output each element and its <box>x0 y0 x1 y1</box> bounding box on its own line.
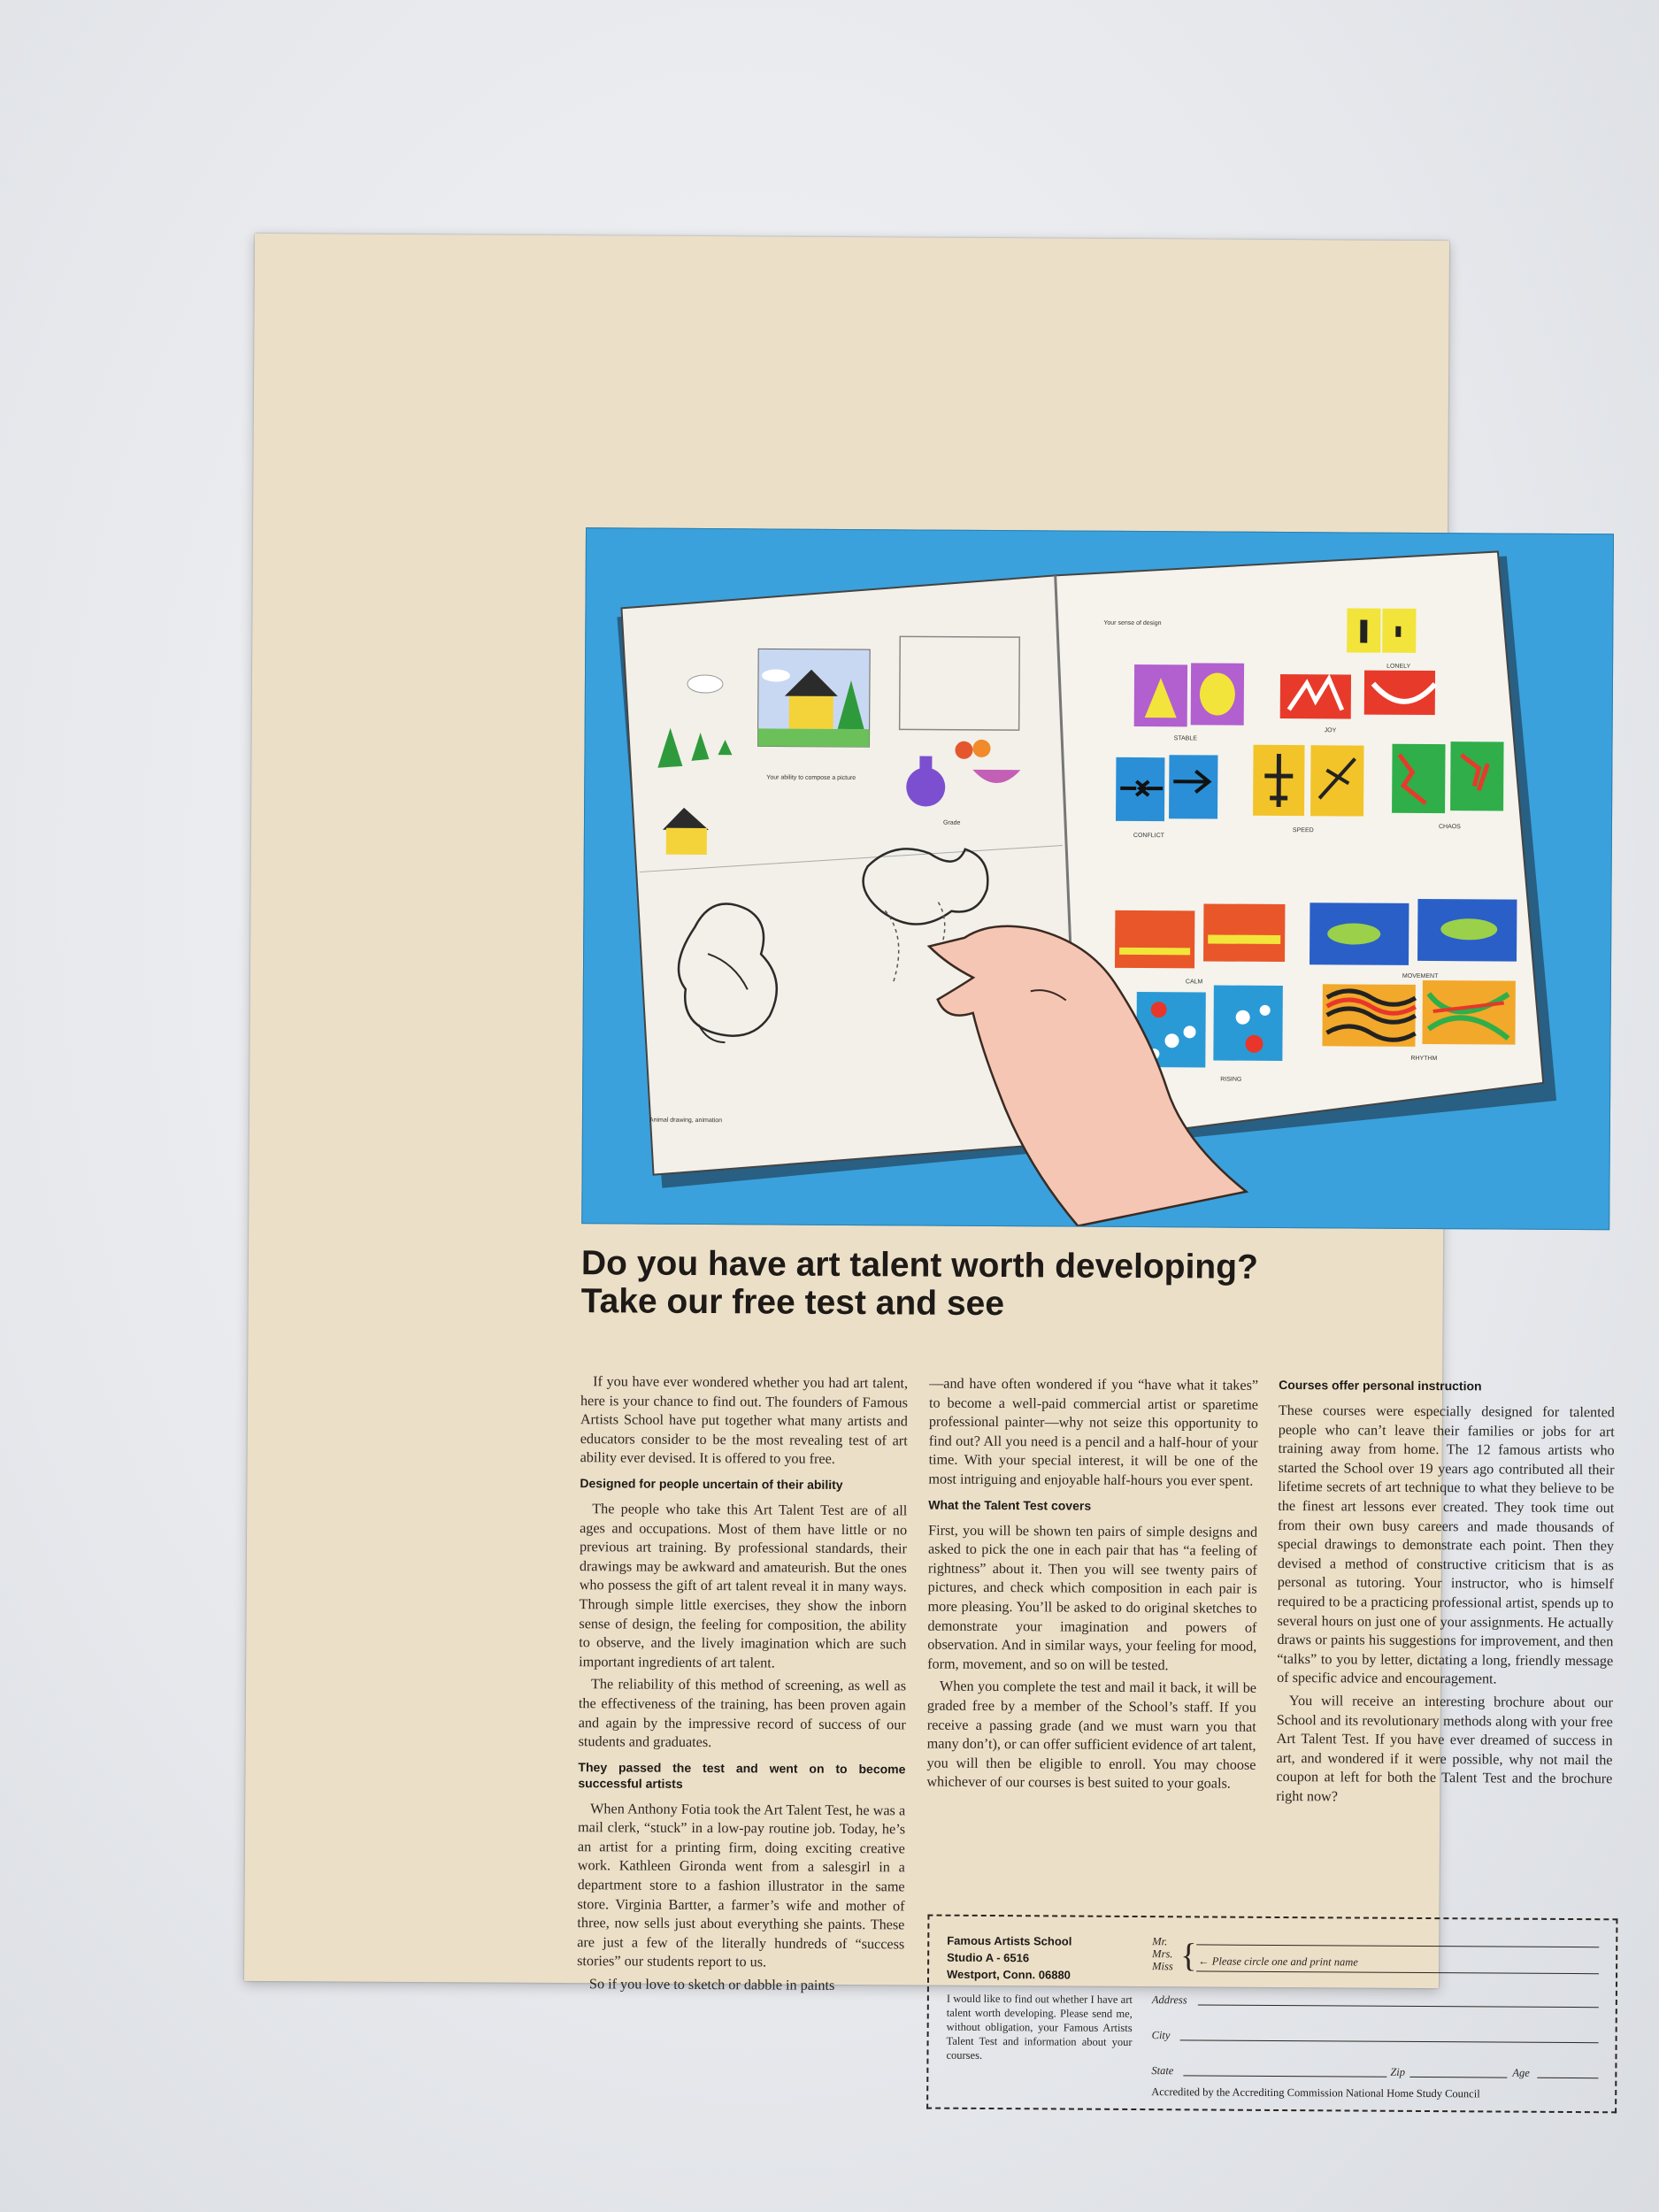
city-label: City <box>1151 2029 1171 2042</box>
label-stable: STABLE <box>1173 735 1197 742</box>
address-label: Address <box>1151 1993 1187 2007</box>
booklet-drawing <box>582 528 1613 1229</box>
city-field[interactable] <box>1180 2039 1599 2043</box>
col1-para-1: If you have ever wondered whether you had art talent, here is your chance to find out. The founders of Famous Artists School have put together what many artists and educators consider to be the most revealing test of art ability ever devised. It is offered to you free. <box>580 1373 909 1468</box>
compose-caption: Your ability to compose a picture <box>766 774 856 782</box>
body-column-1 <box>577 1372 908 2000</box>
label-lonely: LONELY <box>1386 663 1411 670</box>
col1-para-4: When Anthony Fotia took the Art Talent Test, he was a mail clerk, “stuck” in a low-pay routine job. Today, he’s an artist for a printing firm, doing exciting creative work. Kathleen Gironda went from a salesgirl in a department store to a fashion illustrator in the same store. Virginia Bartter, a farmer’s wife and mother of three, now sells just about everything she paints. These are just a few of the literally hundreds of “success stories” our students report to us. <box>577 1800 906 1970</box>
school-name: Famous Artists School <box>947 1933 1072 1948</box>
body-column-2 <box>926 1375 1258 1798</box>
col1-subhead-2: They passed the test and went on to become successful artists <box>578 1759 906 1791</box>
col3-para-1: These courses were especially designed for talented people who can’t leave their families or jobs for art training away from home. The 12 famous artists who started the School over 19 years ago contributed all their lifetime secrets of art technique to what they believe to be the finest art lessons ever created. They took time out from their own busy careers and made thousands of special drawings to demonstrate each point. Then they devised a method of constructive criticism that is as personal as tutoring. Your instructor, who is himself required to be a practicing professional artist, spends up to several hours on just one of your assignments. He actually draws or paints his suggestions for improvement, and then “talks” to you by letter, dictating a long, friendly message of specific advice and encouragement. <box>1277 1402 1615 1687</box>
col2-subhead-1: What the Talent Test covers <box>928 1497 1092 1513</box>
headline-line-1: Do you have art talent worth developing? <box>580 1244 1258 1286</box>
school-address <box>947 1932 1133 1984</box>
print-hint: ← Please circle one and print name <box>1198 1955 1358 1969</box>
compose-grade: Grade <box>942 819 961 826</box>
title-mrs[interactable]: Mrs. <box>1152 1947 1173 1961</box>
state-label: State <box>1151 2064 1174 2078</box>
label-speed: SPEED <box>1292 827 1314 834</box>
title-miss[interactable]: Miss <box>1152 1960 1173 1973</box>
col2-para-3: When you complete the test and mail it back, it will be graded free by a member of the School’s staff. If you receive a passing grade (and we must warn you that many don’t), or can offer sufficient evidence of art talent, you will then be eligible to enroll. You may choose whichever of our courses is best suited to your goals. <box>926 1678 1257 1792</box>
animal-caption: Animal drawing, animation <box>649 1117 723 1125</box>
coupon-form <box>1151 1933 1599 2104</box>
label-joy: JOY <box>1324 727 1337 734</box>
zip-label: Zip <box>1390 2065 1406 2078</box>
col1-para-2: The people who take this Art Talent Test are of all ages and occupations. Most of them have little or no previous art training. By professional standards, their drawings may be awkward and amateurish. But the ones who possess the gift of art talent reveal it in many ways. Through simple little exercises, they show the inborn sense of design, the feeling for composition, the ability to observe, and the lively imagination which are such important ingredients of art talent. <box>579 1501 908 1671</box>
zip-field[interactable] <box>1409 2077 1507 2078</box>
label-conflict: CONFLICT <box>1133 832 1164 840</box>
col1-subhead-1: Designed for people uncertain of their ability <box>580 1476 843 1492</box>
magazine-back-cover <box>244 234 1615 2101</box>
art-test-booklet-illustration <box>581 527 1614 1230</box>
col1-para-3: The reliability of this method of screening, as well as the effectiveness of the training, has been proven again and again by the impressive record of success of our students and graduates. <box>578 1676 907 1751</box>
school-city: Westport, Conn. 06880 <box>946 1967 1071 1982</box>
col3-subhead-1: Courses offer personal instruction <box>1279 1377 1482 1394</box>
title-mr[interactable]: Mr. <box>1152 1935 1168 1948</box>
label-chaos: CHAOS <box>1438 824 1461 831</box>
state-field[interactable] <box>1183 2075 1386 2077</box>
age-label: Age <box>1512 2066 1530 2079</box>
ad-headline <box>581 1244 1644 1326</box>
accreditation-note: Accredited by the Accrediting Commission National Home Study Council <box>1151 2085 1480 2101</box>
col2-para-1: —and have often wondered if you “have what it takes” to become a well-paid commercial artist or sparetime professional painter—why not seize this opportunity to find out? All you need is a pencil and a half-hour of your time. With your special interest, it will be one of the most intriguing and enjoyable half-hours you ever spent. <box>928 1375 1259 1489</box>
address-field[interactable] <box>1198 2004 1599 2008</box>
col1-para-5: So if you love to sketch or dabble in paints <box>588 1976 835 1993</box>
studio-number: Studio A - 6516 <box>947 1950 1030 1965</box>
body-column-3 <box>1276 1377 1615 1812</box>
label-movement: MOVEMENT <box>1402 972 1439 980</box>
col3-para-2: You will receive an interesting brochure about our School and its revolutionary methods along with your free Art Talent Test. If you have ever dreamed of success in art, and wondered if it were possible, why not mail the coupon at left for both the Talent Test and the brochure right now? <box>1276 1692 1613 1805</box>
col2-para-2: First, you will be shown ten pairs of simple designs and asked to pick the one in each pair that has “a feeling of rightness” about it. Then you will see twenty pairs of pictures, and check which composition in each pair is more pleasing. You’ll be asked to do original sketches to demonstrate your imagination and powers of observation. And in similar ways, your feeling for mood, form, movement, and so on will be tested. <box>927 1522 1258 1673</box>
design-title: Your sense of design <box>1103 619 1162 627</box>
brace-glyph: { <box>1180 1937 1197 1975</box>
label-rising: RISING <box>1220 1076 1242 1083</box>
name-field[interactable] <box>1196 1970 1599 1974</box>
mail-in-coupon[interactable] <box>926 1915 1617 2114</box>
headline-line-2: Take our free test and see <box>580 1282 1005 1324</box>
name-line-top <box>1196 1944 1599 1947</box>
label-rhythm: RHYTHM <box>1410 1055 1438 1063</box>
coupon-request-text: I would like to find out whether I have art talent worth developing. Please send me, without obligation, your Famous Artists Talent Test and information about your courses. <box>946 1992 1133 2062</box>
label-calm: CALM <box>1185 979 1203 986</box>
